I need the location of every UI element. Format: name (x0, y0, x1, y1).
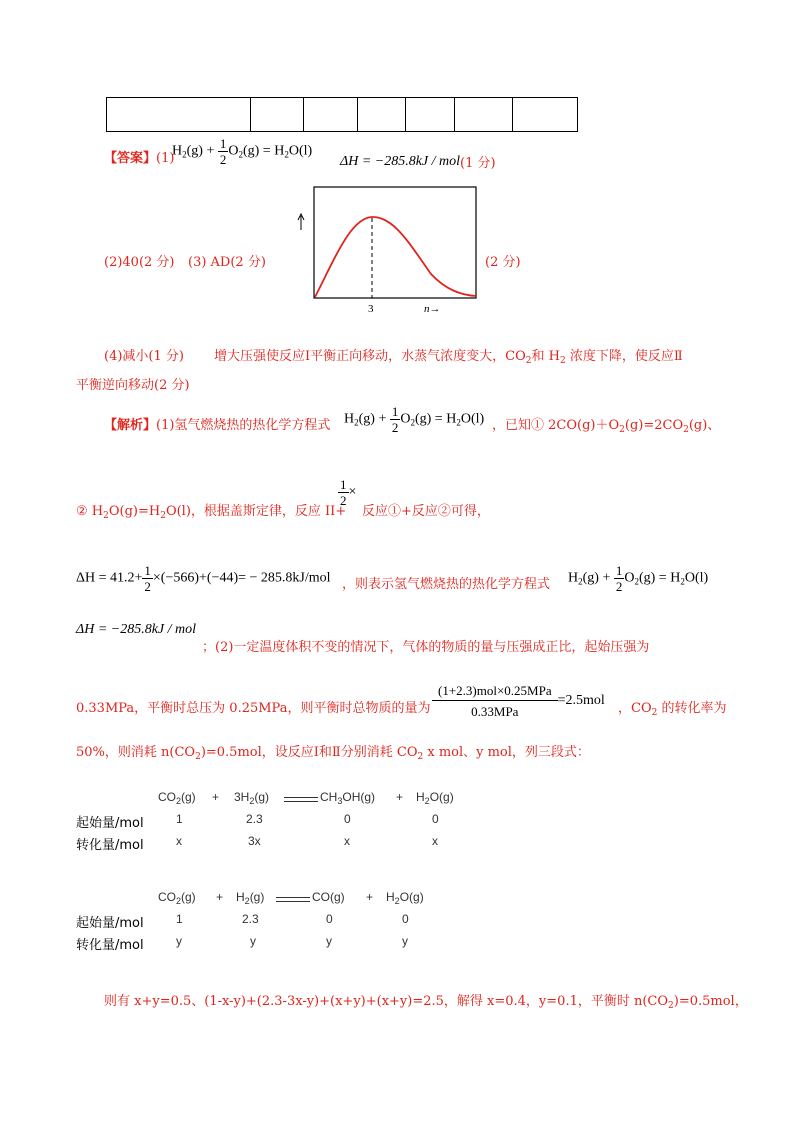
table-cell: 0 (326, 912, 333, 926)
eq-text: O(l) (460, 411, 485, 427)
table-cell (304, 98, 357, 132)
frac-den: 0.33MPa (471, 704, 519, 719)
eq-text: (g) + (582, 570, 611, 586)
table-cell: 0 (344, 812, 351, 826)
three-stage-table-2 (76, 890, 496, 953)
answer-dh-1: ΔH = −285.8kJ / mol (340, 154, 461, 169)
table-cell: 0 (432, 812, 439, 826)
plus-sign: + (212, 790, 220, 804)
eq-text: O(l) (684, 570, 709, 586)
answer-p2: (2)40(2 分) (104, 255, 175, 270)
eq-text: H (568, 570, 579, 586)
analysis-text: ，已知① 2CO(g)＋O (492, 418, 620, 433)
table-cell: y (250, 934, 256, 948)
frac-num: 1 (144, 563, 151, 578)
three-stage-table-1 (76, 790, 496, 853)
row-label-initial: 起始量/mol (76, 916, 144, 931)
analysis-text: O(g)=H (108, 504, 161, 519)
species-text: O(g) (399, 890, 424, 904)
analysis-final-line: 则有 x+y=0.5、(1-x-y)+(2.3-3x-y)+(x+y)+(x+y)=2.5，解得 x=0.4，y=0.1，平衡时 $n(CO_2)=0.5mol$， (104, 994, 748, 1011)
times-sign: × (348, 484, 357, 500)
fraction-half (218, 137, 229, 166)
calc-text: ×(−566)+(−44)= − 285.8kJ/mol (152, 570, 331, 586)
species-h2: $3H_2(g)$ (234, 790, 270, 806)
species-text: (g) (181, 890, 196, 904)
analysis-tag: 【解析】 (104, 418, 157, 433)
species-text: O(g) (429, 790, 454, 804)
species-text: CO (158, 890, 176, 904)
species-h2o: $H_2O(g)$ (386, 890, 424, 906)
table-cell (512, 98, 577, 132)
calc-text: ΔH = 41.2+ (76, 570, 143, 586)
fraction-half (614, 564, 625, 593)
species-text: H (416, 790, 425, 804)
row-label-change: 转化量/mol (76, 838, 144, 853)
answer-equation-1: $H_2(g)$ + $\frac{1}{2}$ $O_2(g) = H_2O(l)$ (172, 136, 313, 167)
analysis-text: (g)=2CO (624, 418, 684, 433)
analysis-text: 的转化率为 (657, 701, 727, 716)
moles-fraction (432, 684, 605, 718)
species-text: (g) (249, 890, 265, 904)
analysis-line-5: 0.33MPa，平衡时总压为 0.25MPa，则平衡时总物质的量为 (76, 701, 431, 716)
table-cell: 0 (402, 912, 409, 926)
frac-den: 2 (219, 152, 227, 167)
analysis-text: x mol、y mol，列三段式： (423, 745, 590, 760)
analysis-text: 则有 x+y=0.5、(1-x-y)+(2.3-3x-y)+(x+y)+(x+y)=2.5，解得 x=0.4，y=0.1，平衡时 n(CO (104, 994, 669, 1009)
row-label-change: 转化量/mol (76, 938, 144, 953)
equilibrium-arrow (284, 792, 318, 806)
species-co2: $CO_2(g)$ (158, 890, 196, 906)
plus-sign: + (366, 890, 374, 904)
frac-num: 1 (219, 136, 227, 151)
x-axis-label: n→ (424, 303, 441, 315)
species-h2o: $H_2O(g)$ (416, 790, 454, 806)
analysis-text: 50%，则消耗 n(CO (76, 745, 196, 760)
eq-text: (g) + (358, 411, 387, 427)
analysis-equation-2: $H_2(g)$ + $\frac{1}{2}$ $O_2(g) = H_2O(l)$ (568, 563, 709, 594)
answer-p3: (3) AD(2 分) (188, 255, 266, 270)
eq-text: O (228, 143, 239, 159)
analysis-dh-2: ΔH = −285.8kJ / mol (76, 622, 197, 637)
analysis-text: ② H (76, 504, 104, 519)
frac-den: 2 (391, 420, 399, 435)
reaction-curve-graph (296, 186, 482, 320)
eq-text: (g) = H (414, 411, 457, 427)
species-ch3oh: $CH_3OH(g)$ (320, 790, 376, 806)
analysis-text: )=0.5mol， (673, 994, 748, 1009)
species-text: (g) (254, 790, 270, 804)
graph-score: (2 分) (485, 255, 521, 270)
frac-den: 2 (615, 579, 623, 594)
table-cell (406, 98, 454, 132)
eq-text: (g) = H (638, 570, 681, 586)
plus-sign: + (216, 890, 224, 904)
table-cell (107, 98, 251, 132)
fraction-half (338, 478, 349, 507)
p4-text: 和 H (531, 349, 560, 364)
analysis-text: (1)氢气燃烧热的热化学方程式 (156, 418, 331, 433)
equilibrium-arrow (276, 892, 310, 906)
analysis-line-3: ，则表示氢气燃烧热的热化学方程式 (342, 577, 551, 592)
eq-text: H (172, 143, 183, 159)
eq-text: (g) + (186, 143, 215, 159)
x-tick-3: 3 (368, 303, 374, 315)
species-text: OH(g) (342, 790, 376, 804)
analysis-line-4: ；(2)一定温度体积不变的情况下，气体的物质的量与压强成正比，起始压强为 (202, 640, 650, 655)
frac-num: 1 (391, 404, 399, 419)
species-h2: $H_2(g)$ (236, 890, 265, 906)
half-times (338, 478, 356, 507)
species-text: CO (158, 790, 176, 804)
answer-line-1 (104, 147, 174, 166)
frac-num: (1+2.3)mol×0.25MPa (432, 684, 558, 701)
dh-calculation (76, 564, 331, 593)
plus-sign: + (396, 790, 404, 804)
analysis-line-2: ② $H_2O(g)=H_2O(l)$，根据盖斯定律，反应 II+ (76, 504, 347, 521)
species-co: CO(g) (312, 890, 345, 904)
species-text: (g) (181, 790, 196, 804)
fraction-half (390, 405, 401, 434)
eq-text: O (400, 411, 411, 427)
table-cell: 2.3 (242, 912, 259, 926)
species-text: H (386, 890, 395, 904)
table-cell: 1 (176, 912, 183, 926)
analysis-line-6: 50%，则消耗 $n(CO_2)=0.5mol$，设反应Ⅰ和Ⅱ分别消耗 $CO_2$ x mol、y mol，列三段式： (76, 745, 590, 762)
frac-num: 1 (615, 563, 623, 578)
frac-num: 1 (340, 477, 347, 492)
table-cell (251, 98, 304, 132)
analysis-equation-1: $H_2(g)$ + $\frac{1}{2}$ $O_2(g) = H_2O(l)$ (344, 404, 485, 435)
curve-line (315, 217, 476, 297)
table-cell: y (176, 934, 182, 948)
eq-text: O(l) (288, 143, 313, 159)
answer-p4-text: 增大压强使反应Ⅰ平衡正向移动，水蒸气浓度变大，$CO_2$和 $H_2$ 浓度下降，使反应Ⅱ (214, 349, 683, 366)
analysis-text: O(l)，根据盖斯定律，反应 II+ (165, 504, 347, 519)
analysis-text: (g)、 (688, 418, 721, 433)
table-cell: y (402, 934, 408, 948)
answer-tag: 【答案】 (104, 151, 157, 166)
analysis-line-1-tail: ，已知① $2CO(g)+O_2(g)=2CO_2(g)$、 (492, 418, 721, 435)
eq-text: (g) = H (242, 143, 285, 159)
eq-text: H (344, 411, 355, 427)
species-text: H (236, 890, 245, 904)
species-text: 3H (234, 790, 250, 804)
table-cell: y (326, 934, 332, 948)
species-text: CH (320, 790, 338, 804)
table-cell: 3x (248, 834, 261, 848)
answer-score-1: (1 分) (460, 156, 496, 171)
table-cell (357, 98, 405, 132)
table-cell: x (176, 834, 182, 848)
calc-text: =2.5mol (557, 693, 605, 709)
species-co2: $CO_2(g)$ (158, 790, 196, 806)
analysis-text: )=0.5mol，设反应Ⅰ和Ⅱ分别消耗 CO (200, 745, 418, 760)
fraction-moles (432, 684, 558, 718)
answer-p4-label: (4)减小(1 分) (104, 349, 184, 364)
table-cell: 1 (176, 812, 183, 826)
analysis-line-2-tail: 反应①+反应②可得， (362, 504, 490, 519)
row-label-initial: 起始量/mol (76, 816, 144, 831)
analysis-line-1 (104, 414, 330, 433)
empty-header-table (106, 97, 578, 132)
p4-text: 增大压强使反应Ⅰ平衡正向移动，水蒸气浓度变大，CO (214, 349, 526, 364)
table-cell: 2.3 (246, 812, 263, 826)
answer-p1-label: (1) (156, 151, 175, 166)
table-cell: x (344, 834, 350, 848)
frac-den: 2 (144, 579, 151, 594)
answer-p4-line2: 平衡逆向移动(2 分) (76, 378, 190, 393)
eq-text: O (624, 570, 635, 586)
graph-frame (314, 187, 476, 298)
fraction-half (142, 564, 153, 593)
p4-text: 浓度下降，使反应Ⅱ (565, 349, 683, 364)
frac-den: 2 (340, 493, 347, 508)
analysis-text: ，CO (618, 701, 652, 716)
table-cell: x (432, 834, 438, 848)
analysis-line-5-tail: ，$CO_2$ 的转化率为 (618, 701, 727, 718)
table-cell (454, 98, 512, 132)
